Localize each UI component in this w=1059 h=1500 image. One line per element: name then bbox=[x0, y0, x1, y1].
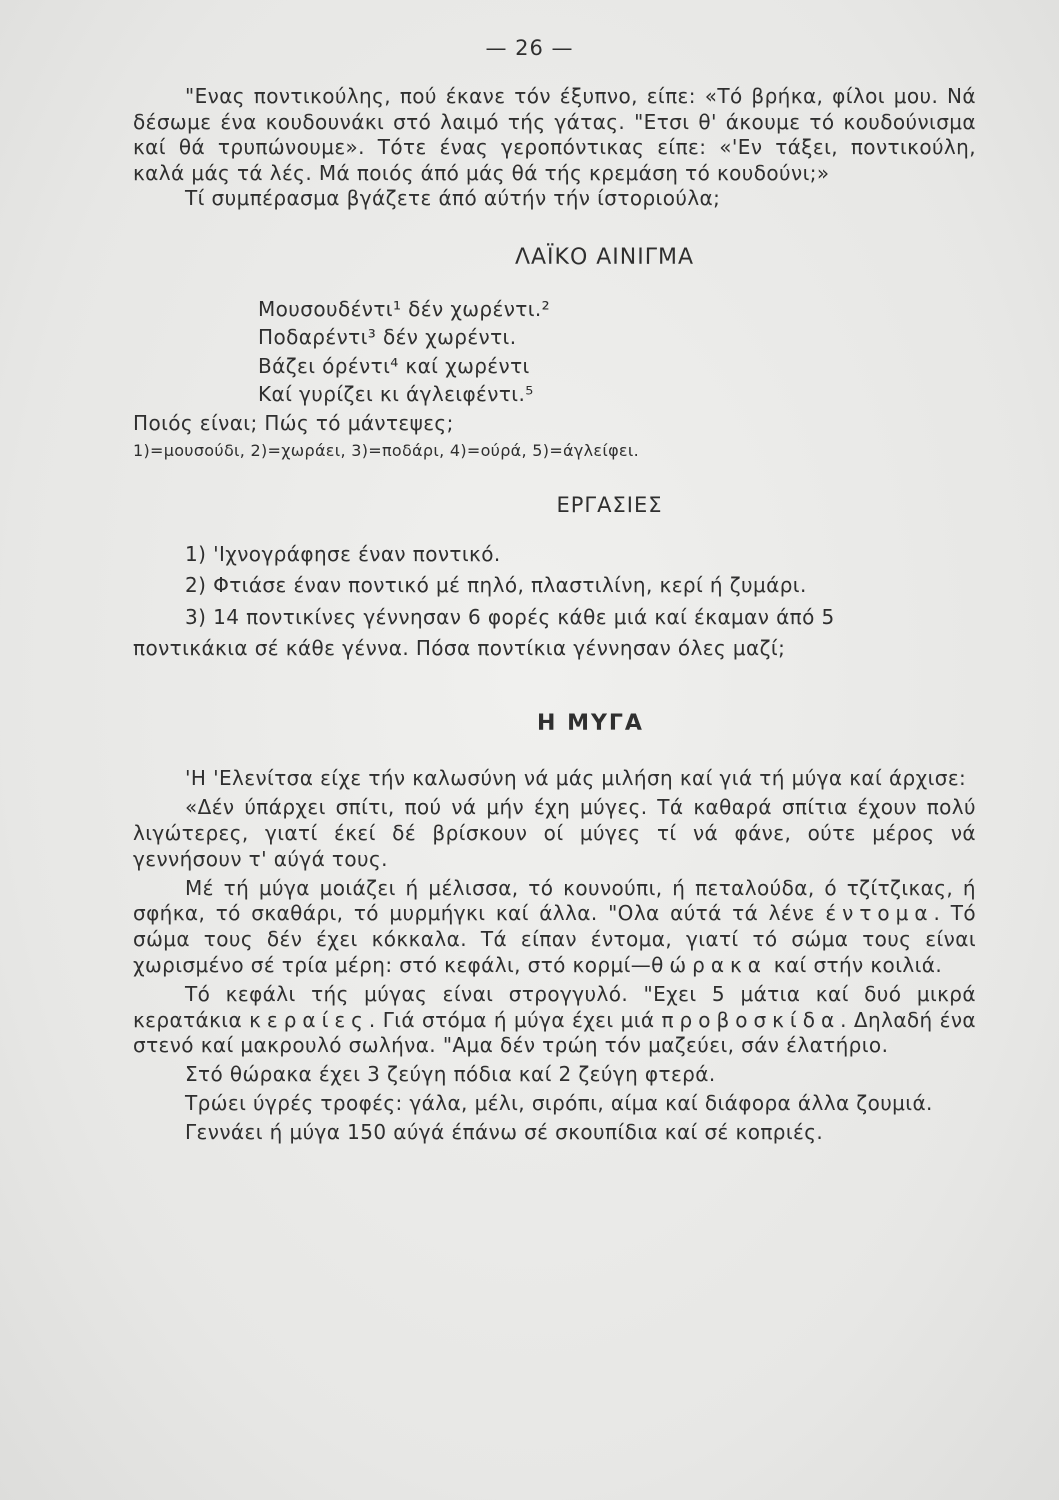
task-item-3: 3) 14 ποντικίνες γέννησαν 6 φορές κάθε μιά καί έκαμαν άπό 5 bbox=[185, 604, 835, 629]
task-item-3-continued: ποντικάκια σέ κάθε γέννα. Πόσα ποντίκια γέννησαν όλες μαζί; bbox=[133, 636, 786, 661]
fly-paragraph-2: «Δέν ύπάρχει σπίτι, πού νά μήν έχη μύγες. Τά καθαρά σπίτια έχουν πολύ λιγώτερες, γιατί έκεί δέ βρίσκουν οί μύγες τί νά φάνε, ούτε μέρος νά γεννήσουν τ' αύγά τους. bbox=[133, 795, 976, 871]
term-antennae: κεραίες bbox=[249, 1007, 369, 1032]
tasks-list bbox=[133, 539, 976, 665]
fly-paragraph-1: 'Η 'Ελενίτσα είχε τήν καλωσύνη νά μάς μιλήση καί γιά τή μύγα καί άρχισε: bbox=[185, 766, 967, 791]
page-body bbox=[133, 84, 976, 1149]
term-insects: έντομα bbox=[825, 901, 934, 926]
fly-section bbox=[133, 766, 976, 1145]
page-number: — 26 — bbox=[485, 36, 574, 60]
fly-p3-text-a: Μέ τή μύγα μοιάζει ή μέλισσα, τό κουνούπι, ή πεταλούδα, ό τζίτζικας, ή σφήκα, τό σκαθάρι, τό μυρμήγκι καί άλλα. "Ολα αύτά τά λένε bbox=[133, 875, 976, 926]
riddle-poem bbox=[133, 295, 976, 409]
fly-paragraph-4 bbox=[133, 982, 976, 1059]
fly-p4-text-c: . Δηλαδή ένα στενό καί μακρουλό σωλήνα. "Αμα δέν τρώη τόν μαζεύει, σάν έλατήριο. bbox=[133, 1007, 977, 1058]
riddle-footnotes: 1)=μουσούδι, 2)=χωράει, 3)=ποδάρι, 4)=ούρά, 5)=άγλείφει. bbox=[133, 440, 639, 460]
term-proboscis: προβοσκίδα bbox=[661, 1007, 841, 1032]
task-item-2: 2) Φτιάσε έναν ποντικό μέ πηλό, πλαστιλίνη, κερί ή ζυμάρι. bbox=[185, 573, 807, 598]
riddle-line-4: Καί γυρίζει κι άγλειφέντι.⁵ bbox=[258, 382, 534, 407]
riddle-heading: ΛΑΪΚΟ ΑΙΝΙΓΜΑ bbox=[514, 244, 695, 270]
riddle-line-3: Βάζει όρέντι⁴ καί χωρέντι bbox=[258, 353, 530, 378]
fly-paragraph-6: Τρώει ύγρές τροφές: γάλα, μέλι, σιρόπι, αίμα καί διάφορα άλλα ζουμιά. bbox=[185, 1090, 933, 1115]
riddle-line-2: Ποδαρέντι³ δέν χωρέντι. bbox=[258, 325, 517, 350]
fly-p3-text-c: καί στήν κοιλιά. bbox=[767, 952, 943, 977]
fly-paragraph-3 bbox=[133, 876, 976, 979]
fly-p3-text-b: . Τό σώμα τους δέν έχει κόκκαλα. Τά είπαν έντομα, γιατί τό σώμα τους είναι χωρισμένο σέ τρία μέρη: στό κεφάλι, στό κορμί— bbox=[133, 901, 976, 977]
fly-paragraph-5: Στό θώρακα έχει 3 ζεύγη πόδια καί 2 ζεύγη φτερά. bbox=[185, 1062, 716, 1087]
story-question: Τί συμπέρασμα βγάζετε άπό αύτήν τήν ίστοριούλα; bbox=[185, 186, 721, 211]
fly-p4-text-a: Τό κεφάλι τής μύγας είναι στρογγυλό. "Εχει 5 μάτια καί δυό μικρά κερατάκια bbox=[133, 981, 976, 1032]
mouse-story-paragraph: "Ενας ποντικούλης, πού έκανε τόν έξυπνο, είπε: «Τό βρήκα, φίλοι μου. Νά δέσωμε ένα κουδουνάκι στό λαιμό τής γάτας. "Ετσι θ' άκουμε τό κουδούνισμα καί θά τρυπώνουμε». Τότε ένας γεροπόντικας είπε: «'Εν τάξει, ποντικούλη, καλά μάς τά λές. Μά ποιός άπό μάς θά τής κρεμάση τό κουδούνι;» bbox=[133, 84, 976, 185]
tasks-heading: ΕΡΓΑΣΙΕΣ bbox=[556, 493, 663, 518]
fly-paragraph-7: Γεννάει ή μύγα 150 αύγά έπάνω σέ σκουπίδια καί σέ κοπριές. bbox=[185, 1119, 824, 1144]
riddle-question: Ποιός είναι; Πώς τό μάντεψες; bbox=[133, 410, 454, 435]
task-item-1: 1) 'Ιχνογράφησε έναν ποντικό. bbox=[185, 541, 501, 566]
term-thorax: θώρακα bbox=[651, 952, 767, 977]
fly-p4-text-b: . Γιά στόμα ή μύγα έχει μιά bbox=[368, 1007, 662, 1032]
fly-heading: Η ΜΥΓΑ bbox=[537, 710, 644, 736]
riddle-line-1: Μουσουδέντι¹ δέν χωρέντι.² bbox=[258, 296, 551, 321]
